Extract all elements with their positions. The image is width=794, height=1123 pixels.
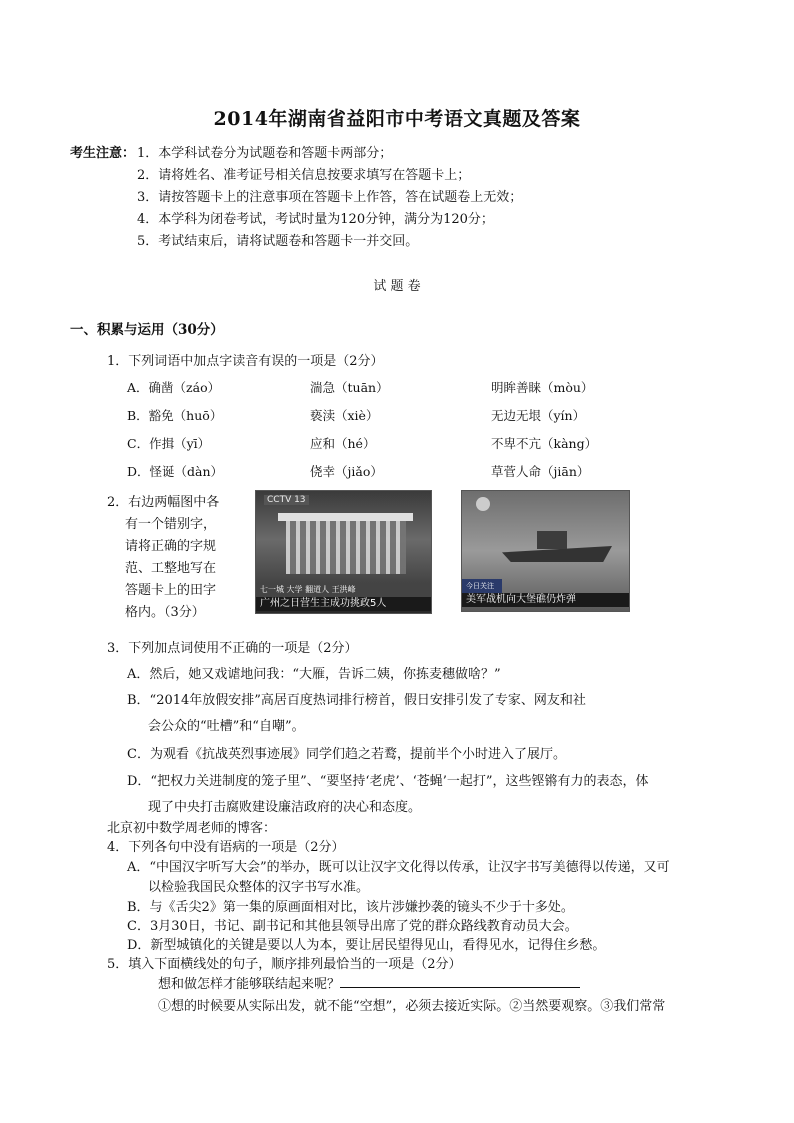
q5-stem: 5．填入下面横线处的句子，顺序排列最恰当的一项是（2分） <box>107 957 462 972</box>
q2-text: 格内。（3分） <box>125 605 205 620</box>
q2-text: 请将正确的字规 <box>125 539 217 554</box>
blog-note: 北京初中数学周老师的博客： <box>107 821 277 836</box>
warship-tower <box>537 531 567 549</box>
q3-stem: 3．下列加点词使用不正确的一项是（2分） <box>107 641 358 656</box>
q4-option-c: C．3月30日，书记、副书记和其他县领导出席了党的群众路线教育动员大会。 <box>127 919 578 934</box>
page-title: 2014年湖南省益阳市中考语文真题及答案 <box>213 108 581 130</box>
notice-item: 1．本学科试卷分为试题卷和答题卡两部分； <box>137 146 393 161</box>
part1-heading: 一、积累与运用（30分） <box>70 322 224 338</box>
q3-option-c: C．为观看《抗战英烈事迹展》同学们趋之若鹜，提前半个小时进入了展厅。 <box>127 747 566 762</box>
cctv-logo: CCTV 13 <box>264 495 309 505</box>
q5-line1-text: 想和做怎样才能够联结起来呢？ <box>158 977 341 992</box>
q1-option: 无边无垠（yín） <box>491 408 586 423</box>
q2-text: 答题卡上的田字 <box>125 583 217 598</box>
building-graphic <box>286 519 406 574</box>
q1-option: A．确凿（záo） <box>127 380 221 395</box>
photo-right <box>461 490 630 612</box>
q1-option: 不卑不亢（kàng） <box>491 436 598 451</box>
q1-option: D．怪诞（dàn） <box>127 464 224 479</box>
q1-option: 亵渎（xiè） <box>310 408 379 423</box>
notice-label: 考生注意： <box>70 146 136 161</box>
q5-line2: ①想的时候要从实际出发，就不能“空想”，必须去接近实际。②当然要观察。③我们常常 <box>158 999 666 1014</box>
q3-option-d: D．“把权力关进制度的笼子里”、“要坚持‘老虎’、‘苍蝇’一起打”，这些铿锵有力的表态，体 <box>127 774 649 789</box>
answer-blank <box>340 975 580 988</box>
q1-option: 湍急（tuān） <box>310 380 389 395</box>
q3-option-b: B．“2014年放假安排”高居百度热词排行榜首，假日安排引发了专家、网友和社 <box>127 693 586 708</box>
photo-right-label: 今日关注 <box>462 579 502 593</box>
q3-option-a: A．然后，她又戏谑地问我：“大雁，告诉二姨，你拣麦穗做啥？” <box>127 667 501 682</box>
section-title: 试 题 卷 <box>373 279 421 294</box>
notice-item: 5．考试结束后，请将试题卷和答题卡一并交回。 <box>137 234 419 249</box>
q4-option-a-cont: 以检验我国民众整体的汉字书写水准。 <box>148 880 370 895</box>
notice-item: 4．本学科为闭卷考试，考试时量为120分钟，满分为120分； <box>137 212 494 227</box>
q3-option-b-cont: 会公众的“吐槽”和“自嘲”。 <box>148 719 305 734</box>
q3-option-d-cont: 现了中央打击腐败建设廉洁政府的决心和态度。 <box>148 800 422 815</box>
q1-option: B．豁免（huō） <box>127 408 223 423</box>
q2-text: 2．右边两幅图中各 <box>107 495 220 510</box>
q1-option: 应和（hé） <box>310 436 376 451</box>
q5-line1 <box>158 973 580 992</box>
q1-option: 草菅人命（jiān） <box>491 464 590 479</box>
q4-stem: 4．下列各句中没有语病的一项是（2分） <box>107 840 345 855</box>
notice-item: 2．请将姓名、准考证号相关信息按要求填写在答题卡上； <box>137 168 471 183</box>
photo-left <box>255 490 432 614</box>
q2-text: 有一个错别字， <box>125 517 217 532</box>
q4-option-a: A．“中国汉字听写大会”的举办，既可以让汉字文化得以传承，让汉字书写美德得以传递，又可 <box>127 860 670 875</box>
building-roof <box>278 513 413 521</box>
q1-option: C．作揖（yī） <box>127 436 211 451</box>
q1-stem: 1．下列词语中加点字读音有误的一项是（2分） <box>107 354 384 369</box>
channel-logo-icon <box>476 497 490 511</box>
notice-item: 3．请按答题卡上的注意事项在答题卡上作答，答在试题卷上无效； <box>137 190 523 205</box>
q4-option-b: B．与《舌尖2》第一集的原画面相对比，该片涉嫌抄袭的镜头不少于十多处。 <box>127 900 574 915</box>
q1-option: 明眸善睐（mòu） <box>491 380 594 395</box>
q2-text: 范、工整地写在 <box>125 561 217 576</box>
q4-option-d: D．新型城镇化的关键是要以人为本，要让居民望得见山，看得见水，记得住乡愁。 <box>127 938 606 953</box>
photo-left-caption: 广州之日营生主成功挑政5人 <box>256 597 431 611</box>
q1-option: 侥幸（jiǎo） <box>310 464 383 479</box>
photo-right-caption: 美军战机向大堡礁仍炸弹 <box>462 593 629 607</box>
photo-left-subcaption: 七一城 大学 翻道人 王洪峰 <box>256 583 431 597</box>
